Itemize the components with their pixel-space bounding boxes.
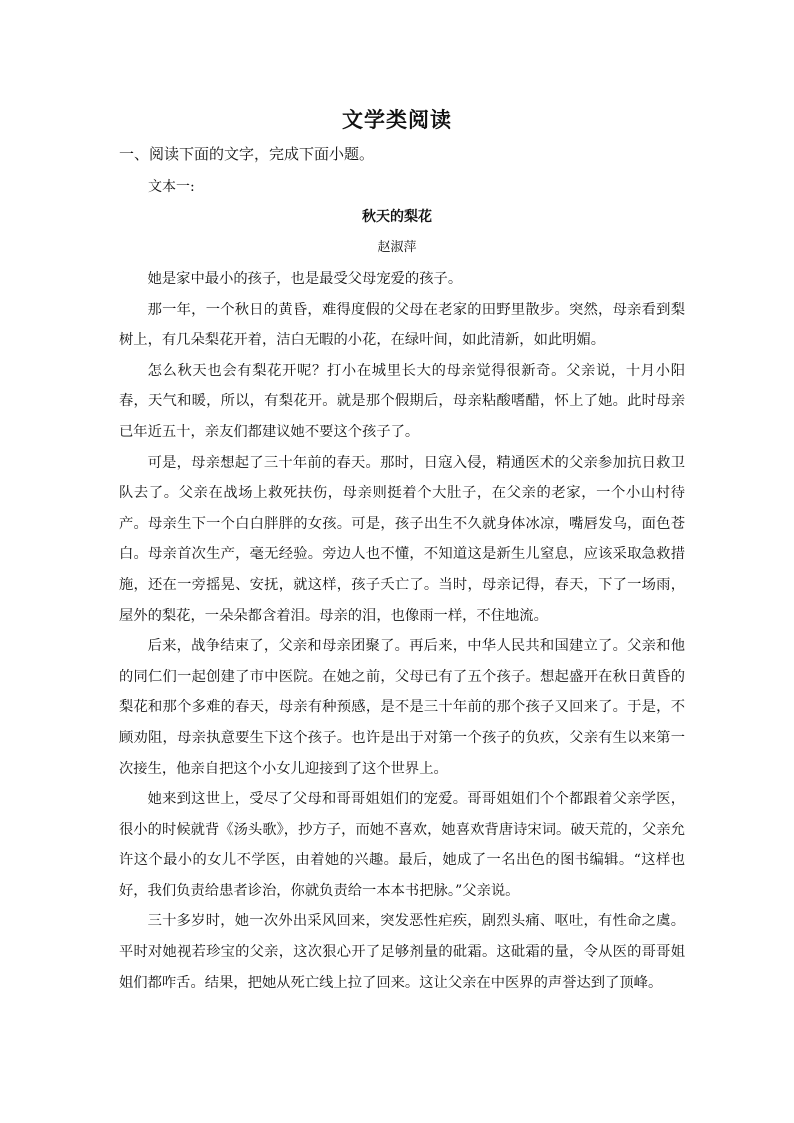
- essay-paragraph: 她是家中最小的孩子，也是最受父母宠爱的孩子。: [147, 271, 463, 287]
- essay-title: 秋天的梨花: [362, 209, 432, 225]
- question-instruction: 一、阅读下面的文字，完成下面小题。: [119, 145, 375, 163]
- text-label: 文本一:: [148, 179, 195, 195]
- essay-paragraph: 怎么秋天也会有梨花开呢？打小在城里长大的母亲觉得很新奇。父亲说，十月小阳春，天气和暖，所以，有梨花开。就是那个假期后，母亲粘酸嗜醋，怀上了她。此时母亲已年近五十，亲友们都建议她不要这个孩子了。: [119, 362, 685, 440]
- page-title: 文学类阅读: [342, 107, 452, 132]
- essay-paragraph: 后来，战争结束了，父亲和母亲团聚了。再后来，中华人民共和国建立了。父亲和他的同仁们一起创建了市中医院。在她之前，父母已有了五个孩子。想起盛开在秋日黄昏的梨花和那个多难的春天，母亲有种预感，是不是三十年前的那个孩子又回来了。于是，不顾劝阻，母亲执意要生下这个孩子。也许是出于对第一个孩子的负疚，父亲有生以来第一次接生，他亲自把这个小女儿迎接到了这个世界上。: [119, 638, 685, 777]
- essay-paragraph: 可是，母亲想起了三十年前的春天。那时，日寇入侵，精通医术的父亲参加抗日救卫队去了。父亲在战场上救死扶伤，母亲则挺着个大肚子，在父亲的老家，一个小山村待产。母亲生下一个白白胖胖的女孩。可是，孩子出生不久就身体冰凉，嘴唇发乌，面色苍白。母亲首次生产，毫无经验。旁边人也不懂，不知道这是新生儿窒息，应该采取急救措施，还在一旁摇晃、安抚，就这样，孩子夭亡了。当时，母亲记得，春天，下了一场雨，屋外的梨花，一朵朵都含着泪。母亲的泪，也像雨一样，不住地流。: [119, 454, 685, 624]
- essay-paragraph: 那一年，一个秋日的黄昏，难得度假的父母在老家的田野里散步。突然，母亲看到梨树上，有几朵梨花开着，洁白无暇的小花，在绿叶间，如此清新，如此明媚。: [119, 301, 685, 349]
- essay-author: 赵淑萍: [377, 240, 417, 255]
- essay-paragraph: 三十多岁时，她一次外出采风回来，突发恶性疟疾，剧烈头痛、呕吐，有性命之虞。平时对她视若珍宝的父亲，这次狠心开了足够剂量的砒霜。这砒霜的量，令从医的哥哥姐姐们都咋舌。结果，把她从死亡线上拉了回来。这让父亲在中医界的声誉达到了顶峰。: [119, 913, 685, 991]
- essay-paragraph: 她来到这世上，受尽了父母和哥哥姐姐们的宠爱。哥哥姐姐们个个都跟着父亲学医，很小的时候就背《汤头歌》，抄方子，而她不喜欢，她喜欢背唐诗宋词。破天荒的，父亲允许这个最小的女儿不学医，由着她的兴趣。最后，她成了一名出色的图书编辑。“这样也好，我们负责给患者诊治，你就负责给一本本书把脉。”父亲说。: [119, 791, 685, 899]
- essay-body: [119, 264, 685, 998]
